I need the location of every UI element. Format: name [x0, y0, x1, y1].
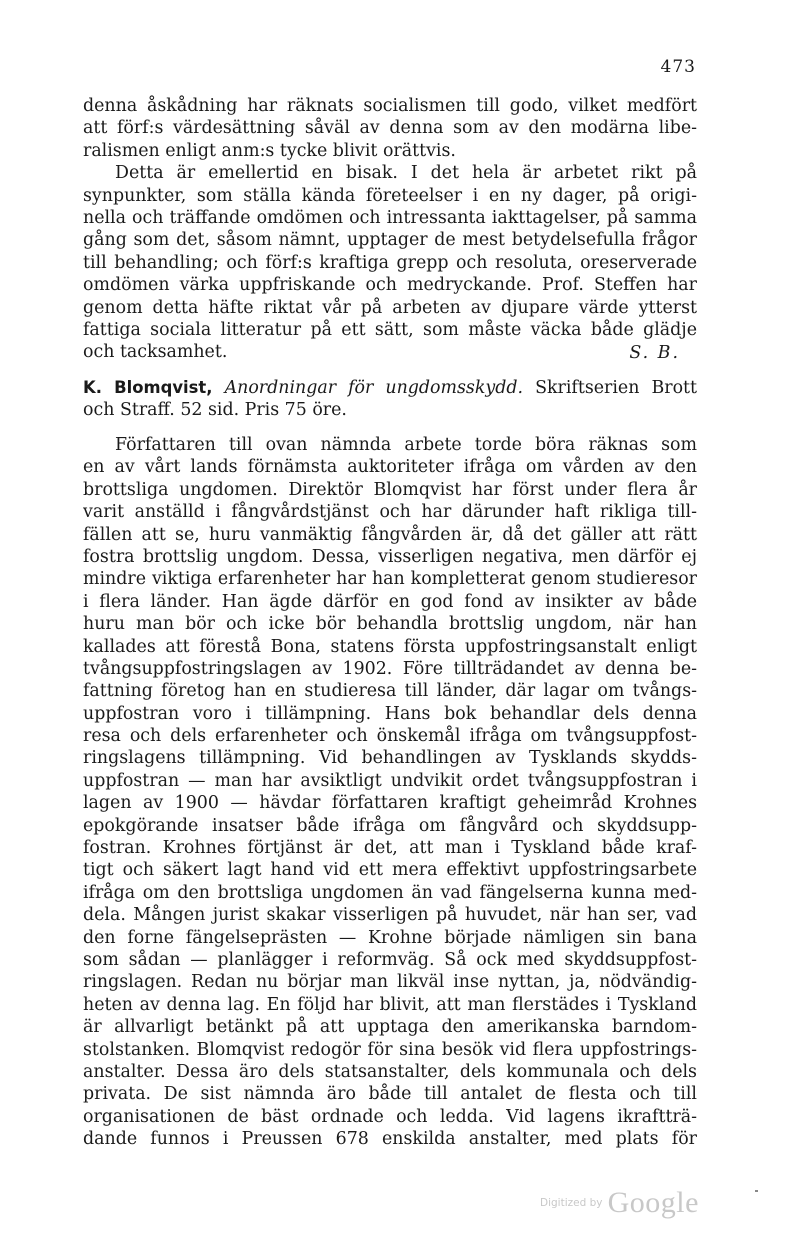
text-line: resa och dels erfarenheter och önskemål ifråga om tvångsuppfost-	[83, 726, 697, 747]
text-line: anstalter. Dessa äro dels statsanstalter, dels kommunala och dels	[83, 1061, 697, 1082]
text-line: dela. Mången jurist skakar visserligen på huvudet, när han ser, vad	[83, 905, 697, 926]
text-line: genom detta häfte riktat vår på arbeten av djupare värde ytterst	[83, 297, 697, 318]
text-line: uppfostran voro i tillämpning. Hans bok behandlar dels denna	[83, 703, 697, 724]
watermark-prefix: Digitized by	[540, 1197, 603, 1209]
text-line: en av vårt lands förnämsta auktoriteter ifråga om vården av den	[83, 457, 697, 478]
text-line: brottsliga ungdomen. Direktör Blomqvist har först under flera år	[83, 479, 697, 500]
text-line: fattiga sociala litteratur på ett sätt, som måste väcka både glädje	[83, 319, 697, 340]
text-line: Detta är emellertid en bisak. I det hela är arbetet rikt på	[115, 163, 697, 184]
text-line: fostran. Krohnes förtjänst är det, att man i Tyskland både kraf-	[83, 838, 697, 859]
text-line: organisationen de bäst ordnade och ledda. Vid lagens ikraftträ-	[83, 1106, 697, 1127]
text-line: ifråga om den brottsliga ungdomen än vad fängelserna kunna med-	[83, 882, 697, 903]
text-line: nella och träffande omdömen och intressanta iakttagelser, på samma	[83, 207, 697, 228]
text-line: dande funnos i Preussen 678 enskilda anstalter, med plats för	[83, 1129, 697, 1150]
book-title: Anordningar för ungdomsskydd.	[224, 378, 523, 398]
text-line: privata. De sist nämnda äro både till antalet de flesta och till	[83, 1084, 697, 1105]
text-line: Författaren till ovan nämnda arbete torde böra räknas som	[115, 435, 697, 455]
text-line: fostra brottslig ungdom. Dessa, visserligen negativa, men därför ej	[83, 546, 697, 567]
text-line: denna åskådning har räknats socialismen till godo, vilket medfört	[83, 96, 697, 116]
review-heading-line	[83, 377, 697, 399]
text-line: att förf:s värdesättning såväl av denna som av den modärna libe-	[83, 118, 697, 139]
page-number: 473	[660, 57, 696, 77]
text-line: omdömen värka uppfriskande och medryckande. Prof. Steffen har	[83, 275, 697, 296]
scan-speck	[755, 1190, 758, 1192]
text-line: synpunkter, som ställa kända företeelser i en ny dager, på origi-	[83, 185, 697, 206]
text-line: heten av denna lag. En följd har blivit, att man flerstädes i Tyskland	[83, 994, 697, 1015]
google-logo: Google	[607, 1186, 699, 1219]
text-line: ralismen enligt anm:s tycke blivit orättvis.	[83, 140, 456, 161]
review-author: K. Blomqvist,	[83, 378, 213, 397]
text-line: ringslagens tillämpning. Vid behandlingen av Tysklands skydds-	[83, 748, 697, 769]
text-line: fattning företog han en studieresa till länder, där lagar om tvångs-	[83, 681, 697, 702]
text-line: tigt och säkert lagt hand vid ett mera effektivt uppfostringsarbete	[83, 860, 697, 881]
text-line: mindre viktiga erfarenheter har han kompletterat genom studieresor	[83, 569, 697, 590]
text-line: i flera länder. Han ägde därför en god fond av insikter av både	[83, 591, 697, 612]
text-line: varit anställd i fångvårdstjänst och har därunder haft rikliga till-	[83, 502, 697, 523]
text-line: tvångsuppfostringslagen av 1902. Före tillträdandet av denna be-	[83, 658, 697, 679]
review-heading	[83, 377, 697, 422]
text-line: stolstanken. Blomqvist redogör för sina besök vid flera uppfostrings-	[83, 1039, 697, 1060]
series-name: Skriftserien Brott	[535, 378, 698, 398]
digitized-by-google-watermark	[540, 1186, 699, 1220]
intro-text-block	[83, 95, 697, 364]
review-signature: S. B.	[629, 343, 680, 363]
text-line: är allvarligt betänkt på att upptaga den amerikanska barndom-	[83, 1017, 697, 1038]
text-line: huru man bör och icke bör behandla brottslig ungdom, när han	[83, 614, 697, 635]
text-line: fällen att se, huru vanmäktig fångvården är, då det gäller att rätt	[83, 524, 697, 545]
text-line: uppfostran — man har avsiktligt undvikit ordet tvångsuppfostran i	[83, 770, 697, 791]
review-body	[83, 434, 697, 1151]
text-line: som sådan — planlägger i reformväg. Så ock med skyddsuppfost-	[83, 949, 697, 970]
text-line: den forne fängelseprästen — Krohne började nämligen sin bana	[83, 927, 697, 948]
text-line: gång som det, såsom nämnt, upptager de mest betydelsefulla frågor	[83, 230, 697, 251]
text-line: och tacksamhet.	[83, 342, 228, 363]
text-line: epokgörande insatser både ifråga om fångvård och skyddsupp-	[83, 815, 697, 836]
text-line: kallades att förestå Bona, statens första uppfostringsanstalt enligt	[83, 636, 697, 657]
text-line: till behandling; och förf:s kraftiga grepp och resoluta, oreserverade	[83, 252, 697, 273]
text-line: lagen av 1900 — hävdar författaren kraftigt geheimråd Krohnes	[83, 793, 697, 814]
publication-details: och Straff. 52 sid. Pris 75 öre.	[83, 400, 347, 421]
text-line: ringslagen. Redan nu börjar man likväl inse nyttan, ja, nödvändig-	[83, 972, 697, 993]
